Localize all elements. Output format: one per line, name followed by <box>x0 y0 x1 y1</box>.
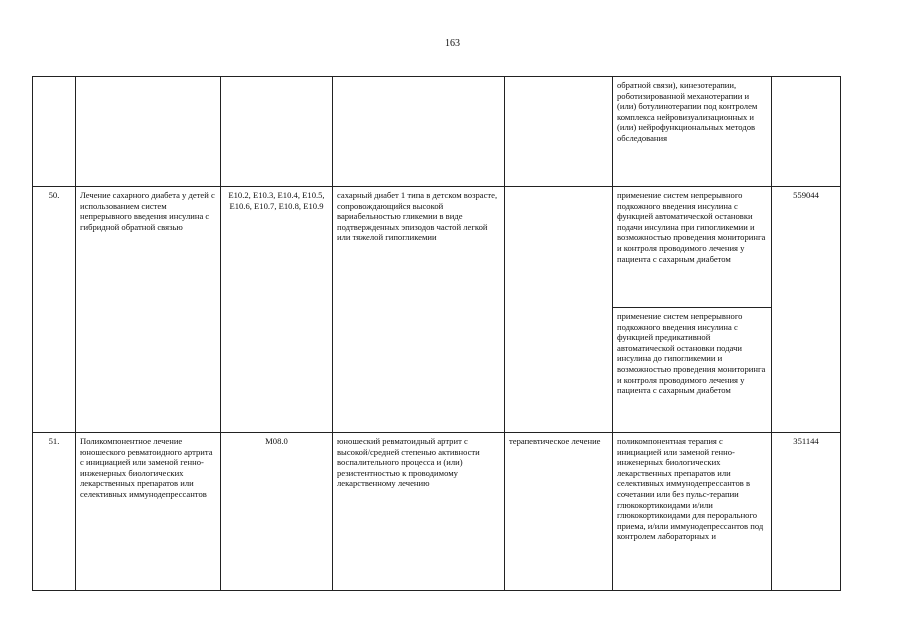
medical-care-table <box>32 76 841 591</box>
table-row <box>33 187 841 308</box>
treatment-name: Лечение сахарного диабета у детей с использованием систем непрерывного введения инсулина с гибридной обратной связью <box>76 187 221 433</box>
method-cell: обратной связи), кинезотерапии, роботизированной механотерапии и (или) ботулинотерапии под контролем комплекса нейровизуализационных и (или) нейрофункциональных методов обследования <box>613 77 772 187</box>
row-number: 51. <box>33 433 76 591</box>
table-row <box>33 433 841 591</box>
patient-model: юношеский ревматоидный артрит с высокой/средней степенью активности воспалительного процесса и (или) резистентностью к проводимому лекарственному лечению <box>333 433 505 591</box>
row-number: 50. <box>33 187 76 433</box>
page-number: 163 <box>445 38 460 49</box>
name-cell <box>76 77 221 187</box>
patient-model: сахарный диабет 1 типа в детском возрасте, сопровождающийся высокой вариабельностью гликемии в виде подтвержденных эпизодов частой легкой или тяжелой гипогликемии <box>333 187 505 433</box>
cost-value: 559044 <box>772 187 841 433</box>
table-row-continuation <box>33 77 841 187</box>
treatment-type <box>505 187 613 433</box>
treatment-type: терапевтическое лечение <box>505 433 613 591</box>
treatment-method: поликомпонентная терапия с инициацией или заменой генно-инженерных биологических лекарственных препаратов или селективных иммунодепрессантов в сочетании или без пульс-терапии глюкокортикоидами и/или глюкокортикоидами для перорального приема, и/или иммунодепрессантов под контролем лабораторных и <box>613 433 772 591</box>
number-cell <box>33 77 76 187</box>
cost-value: 351144 <box>772 433 841 591</box>
treatment-name: Поликомпонентное лечение юношеского ревматоидного артрита с инициацией или заменой генно-инженерных биологических лекарственных препаратов или селективных иммунодепрессантов <box>76 433 221 591</box>
treatment-method: применение систем непрерывного подкожного введения инсулина с функцией автоматической остановки подачи инсулина при гипогликемии и возможностью проведения мониторинга и контроля проводимого лечения у пациента с сахарным диабетом <box>613 187 772 308</box>
codes-cell <box>221 77 333 187</box>
cost-cell <box>772 77 841 187</box>
model-cell <box>333 77 505 187</box>
icd-codes: E10.2, E10.3, E10.4, E10.5, E10.6, E10.7, E10.8, E10.9 <box>221 187 333 433</box>
treatment-type-cell <box>505 77 613 187</box>
treatment-method: применение систем непрерывного подкожного введения инсулина с функцией предикативной автоматической остановки подачи инсулина до гипогликемии и возможностью проведения мониторинга и контроля проводимого лечения у пациента с сахарным диабетом <box>613 308 772 433</box>
icd-codes: M08.0 <box>221 433 333 591</box>
